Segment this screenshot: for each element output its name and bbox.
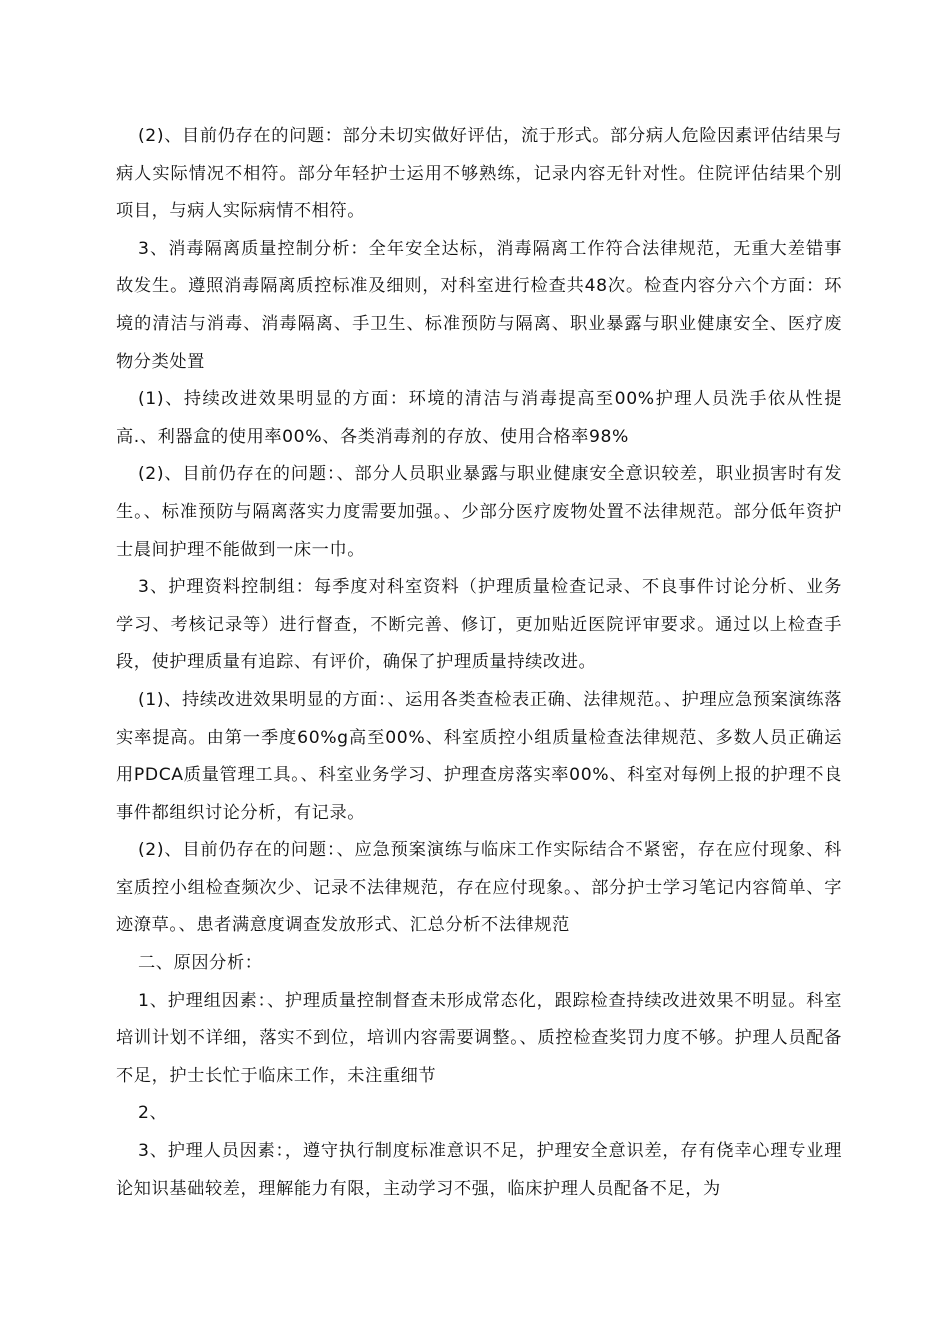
paragraph-7: (2)、目前仍存在的问题：、应急预案演练与临床工作实际结合不紧密，存在应付现象、科室质控小组检查频次少、记录不法律规范，存在应付现象。、部分护士学习笔记内容简单、字迹潦草。、患者满意度调查发放形式、汇总分析不法律规范	[116, 840, 842, 936]
section-heading: 二、原因分析：	[138, 953, 263, 974]
paragraph-9: 1、护理组因素：、护理质量控制督查未形成常态化，跟踪检查持续改进效果不明显。科室培训计划不详细，落实不到位，培训内容需要调整。、质控检查奖罚力度不够。护理人员配备不足，护士长忙于临床工作，未注重细节	[116, 990, 842, 1086]
paragraph-1: (2)、目前仍存在的问题：部分未切实做好评估，流于形式。部分病人危险因素评估结果与病人实际情况不相符。部分年轻护士运用不够熟练，记录内容无针对性。住院评估结果个别项目，与病人实际病情不相符。	[116, 126, 842, 222]
paragraph-11: 3、护理人员因素：，遵守执行制度标准意识不足，护理安全意识差，存有侥幸心理专业理论知识基础较差，理解能力有限，主动学习不强，临床护理人员配备不足，为	[116, 1141, 842, 1199]
paragraph-4: (2)、目前仍存在的问题：、部分人员职业暴露与职业健康安全意识较差，职业损害时有发生。、标准预防与隔离落实力度需要加强。、少部分医疗废物处置不法律规范。部分低年资护士晨间护理不能做到一床一巾。	[116, 464, 842, 560]
paragraph-3: (1)、持续改进效果明显的方面：环境的清洁与消毒提高至00%护理人员洗手依从性提高.、利器盒的使用率00%、各类消毒剂的存放、使用合格率98%	[116, 389, 842, 447]
paragraph-2: 3、消毒隔离质量控制分析：全年安全达标，消毒隔离工作符合法律规范，无重大差错事故发生。遵照消毒隔离质控标准及细则，对科室进行检查共48次。检查内容分六个方面：环境的清洁与消毒、消毒隔离、手卫生、标准预防与隔离、职业暴露与职业健康安全、医疗废物分类处置	[116, 238, 842, 372]
document-body	[116, 118, 842, 1208]
paragraph-5: 3、护理资料控制组：每季度对科室资料（护理质量检查记录、不良事件讨论分析、业务学习、考核记录等）进行督查，不断完善、修订，更加贴近医院评审要求。通过以上检查手段，使护理质量有追踪、有评价，确保了护理质量持续改进。	[116, 577, 842, 673]
paragraph-10: 2、	[138, 1103, 168, 1124]
paragraph-6: (1)、持续改进效果明显的方面：、运用各类查检表正确、法律规范。、护理应急预案演练落实率提高。由第一季度60%g高至00%、科室质控小组质量检查法律规范、多数人员正确运用PDCA质量管理工具。、科室业务学习、护理查房落实率00%、科室对每例上报的护理不良事件都组织讨论分析，有记录。	[116, 689, 842, 823]
